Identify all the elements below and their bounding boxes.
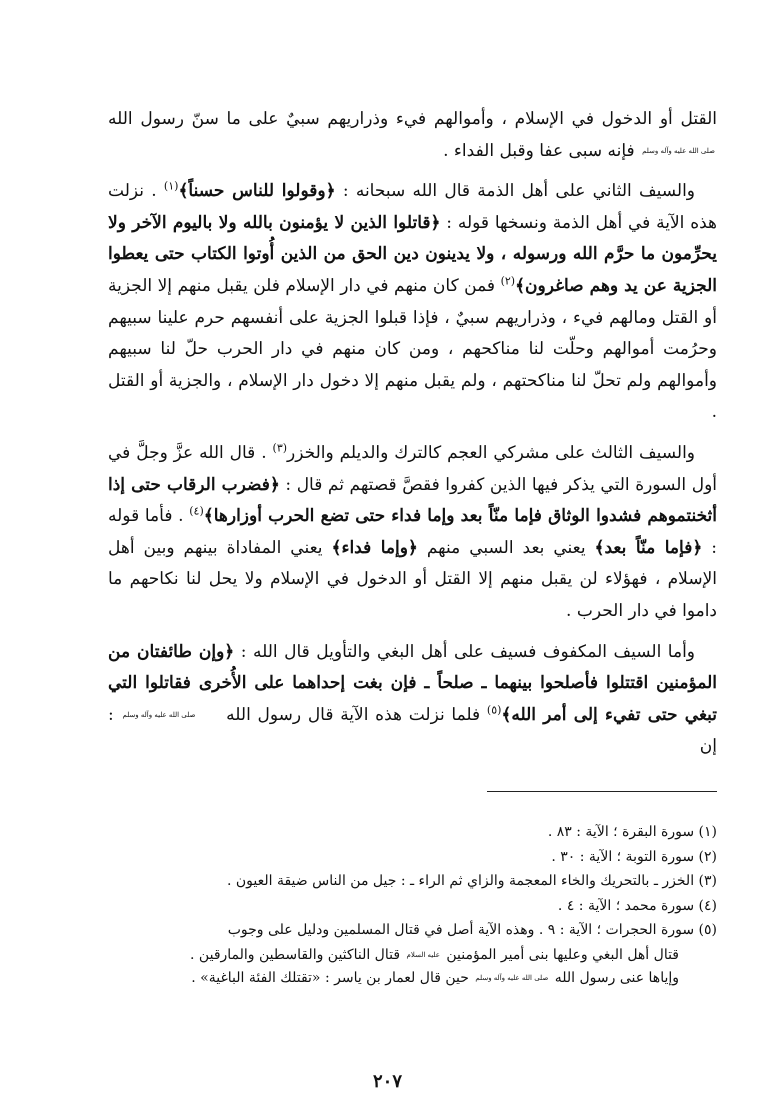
salawat-glyph: صلى الله عليه وآله وسلم [642, 147, 715, 156]
text: يعني بعد السبي منهم [426, 537, 586, 558]
quran-verse: ﴿وإما فداء﴾ [331, 537, 418, 558]
footnote-ref: (١) [163, 179, 179, 193]
footnote-ref: (٤) [189, 504, 204, 518]
text: قتال الناكثين والقاسطين والمارقين . [190, 946, 401, 963]
quran-verse: ﴿وإن طائفتان من المؤمنين اقتتلوا فأصلحوا بينهما ـ صلحاً ـ فإن بغت إحداهما على الأُخرى فقاتلوا التي تبغي حتى تفيء إلى أمر الله﴾ [108, 641, 718, 725]
text: القتل أو الدخول في الإسلام ، وأموالهم فيء وذراريهم سبيٌ على ما سنّ رسول الله [108, 109, 717, 129]
text: فلما نزلت هذه الآية قال رسول الله [226, 704, 481, 725]
footnote-2: (٢) سورة التوبة ؛ الآية : ٣٠ . [551, 848, 717, 865]
footnote-ref: (٥) [486, 703, 502, 717]
footnote-3: (٣) الخزر ـ بالتحريك والخاء المعجمة والزاي ثم الراء ـ : جيل من الناس ضيقة العيون . [226, 873, 717, 889]
main-text [108, 104, 717, 772]
footnote-ref: (٢) [500, 274, 516, 288]
text: والسيف الثالث على مشركي العجم كالترك والديلم والخزر [287, 442, 696, 463]
footnote-5: (٥) سورة الحجرات ؛ الآية : ٩ . وهذه الآية أصل في قتال المسلمين ودليل على وجوب [227, 922, 717, 938]
salawat-glyph: صلى الله عليه وآله وسلم [122, 711, 196, 720]
paragraph-2 [108, 176, 717, 429]
footnote-separator [487, 791, 717, 792]
text: حين قال لعمار بن ياسر : «تقتلك الفئة الباغية» . [191, 970, 469, 986]
text: . نزلت هذه الآية في أهل الذمة ونسخها قوله : [108, 181, 717, 233]
salawat-glyph: عليه السلام [406, 950, 440, 959]
text: . قال الله عزَّ وجلَّ في أول السورة التي يذكر فيها الذين كفروا فقصَّ قصتهم ثم قال : [108, 442, 717, 495]
paragraph-4 [108, 637, 717, 763]
text: فإنه سبى عفا وقبل الفداء . [443, 140, 635, 161]
footnote-ref: (٣) [272, 441, 288, 455]
salawat-glyph: صلى الله عليه وآله وسلم [475, 974, 549, 982]
quran-verse: ﴿فضرب الرقاب حتى إذا أثخنتموهم فشدوا الوثاق فإما منّاً بعد وإما فداء حتى تضع الحرب أوزارها﴾ [108, 474, 718, 527]
text: . فأما قوله : [108, 506, 717, 558]
text: : إن [108, 704, 717, 757]
paragraph-1 [108, 104, 717, 167]
text: والسيف الثاني على أهل الذمة قال الله سبحانه : [342, 181, 696, 202]
text: قتال أهل البغي وعليها بنى أمير المؤمنين [446, 946, 679, 963]
footnotes [108, 822, 717, 992]
quran-verse: ﴿فإما منّاً بعد﴾ [594, 537, 703, 558]
page-number: ٢٠٧ [372, 1071, 402, 1092]
text: وأما السيف المكفوف فسيف على أهل البغي والتأويل قال الله : [240, 641, 696, 662]
quran-verse: ﴿قاتلوا الذين لا يؤمنون بالله ولا باليوم الآخر ولا يحرِّمون ما حرَّم الله ورسوله ، ولا يدينون دين الحق من الذين أُوتوا الكتاب حتى يعطوا الجزية عن يد وهم صاغرون﴾ [108, 212, 717, 296]
footnote-4: (٤) سورة محمد ؛ الآية : ٤ . [557, 897, 717, 914]
paragraph-3 [108, 438, 717, 628]
text: يعني المفاداة بينهم وبين أهل الإسلام ، فهؤلاء لن يقبل منهم إلا القتل أو الدخول في الإسلام ولا يحل لنا نكاحهم ما داموا في دار الحرب . [108, 537, 717, 621]
footnote-5-continued [108, 945, 679, 967]
footnote-1: (١) سورة البقرة ؛ الآية : ٨٣ . [547, 824, 717, 840]
text: وإياها عنى رسول الله [554, 970, 679, 986]
quran-verse: ﴿وقولوا للناس حسناً﴾ [178, 181, 336, 202]
text: فمن كان منهم في دار الإسلام فلن يقبل منهم إلا الجزية أو القتل ومالهم فيء ، وذراريهم سبيٌ ، فإذا قبلوا الجزية على أنفسهم حرم علينا سبيهم وحرُمت أموالهم وحلّت لنا مناكحهم ، ومن كان منهم في دار الحرب حلّ لنا سبيهم وأموالهم ولم تحلّ لنا مناكحتهم ، ولم يقبل منهم إلا دخول دار الإسلام ، والجزية أو القتل . [108, 275, 717, 423]
footnote-5-continued [108, 968, 679, 990]
